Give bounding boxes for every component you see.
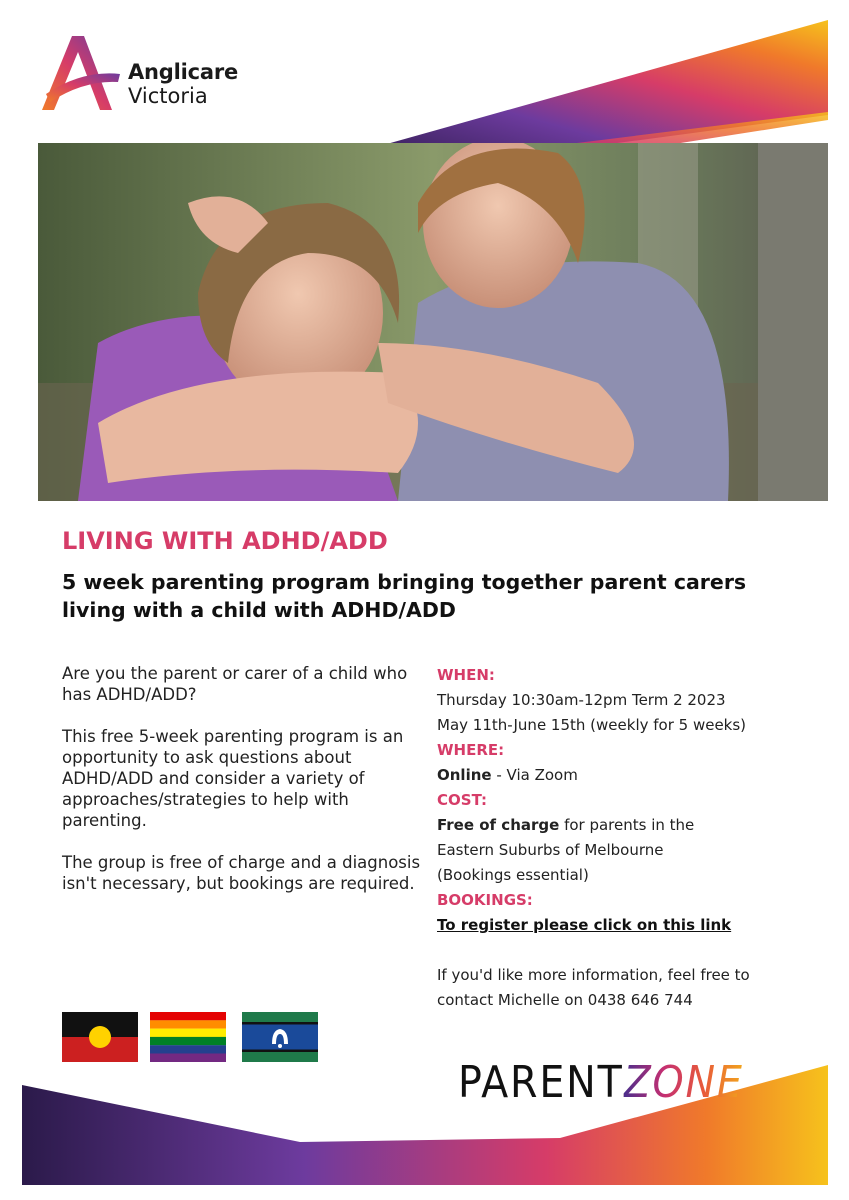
intro-paragraph: This free 5-week parenting program is an opportunity to ask questions about ADHD/ADD and consider a variety of approaches/strategies to help with parenting.: [62, 727, 404, 830]
parentzone-parent-text: PARENT: [458, 1057, 624, 1108]
cost-area: Eastern Suburbs of Melbourne: [437, 841, 664, 859]
register-link[interactable]: To register please click on this link: [437, 916, 732, 934]
mother-kissing-daughter-photo: [38, 143, 828, 501]
where-label: WHERE:: [437, 741, 505, 759]
cost-note: (Bookings essential): [437, 866, 589, 884]
rainbow-pride-flag-icon: [150, 1012, 226, 1062]
when-label: WHEN:: [437, 666, 495, 684]
contact-line: contact Michelle on 0438 646 744: [437, 991, 693, 1009]
intro-paragraph: Are you the parent or carer of a child who has ADHD/ADD?: [62, 664, 408, 704]
parentzone-zone-text: ZONE: [623, 1057, 744, 1108]
aboriginal-flag-icon: [62, 1012, 138, 1062]
page-title: LIVING WITH ADHD/ADD: [62, 527, 388, 555]
cost-rest: for parents in the: [559, 816, 695, 834]
where-online: Online: [437, 766, 492, 784]
where-value: [437, 763, 837, 788]
when-time: Thursday 10:30am-12pm Term 2 2023: [437, 691, 726, 709]
intro-paragraph: The group is free of charge and a diagnosis isn't necessary, but bookings are required.: [62, 853, 421, 893]
torres-strait-islander-flag-icon: [242, 1012, 318, 1062]
cost-value: [437, 813, 837, 838]
where-zoom: - Via Zoom: [491, 766, 578, 784]
logo-text-victoria: Victoria: [128, 84, 208, 108]
page-subtitle: 5 week parenting program bringing together parent carers living with a child with ADHD/ADD: [62, 570, 747, 622]
parentzone-logo: [458, 1057, 744, 1108]
logo-text-anglicare: Anglicare: [128, 60, 239, 84]
cost-free: Free of charge: [437, 816, 560, 834]
intro-text: [62, 663, 428, 915]
cost-label: COST:: [437, 791, 487, 809]
anglicare-logo-icon: [42, 32, 122, 116]
bookings-label: BOOKINGS:: [437, 891, 533, 909]
when-dates: May 11th-June 15th (weekly for 5 weeks): [437, 716, 747, 734]
program-details: [437, 663, 837, 1013]
info-line: If you'd like more information, feel free to: [437, 966, 750, 984]
